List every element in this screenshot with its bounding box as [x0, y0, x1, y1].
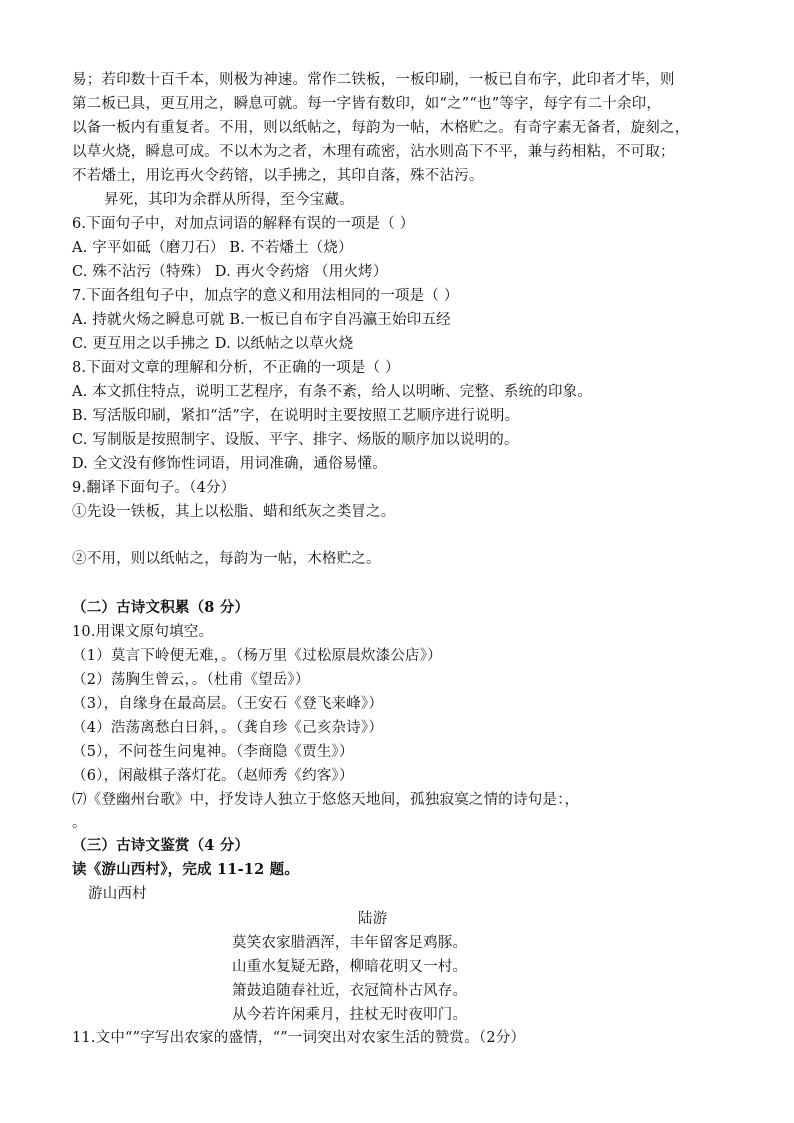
poem-line: 从今若许闲乘月，拄杖无时夜叩门。: [232, 1007, 468, 1023]
question-11-stem: 11.文中“”字写出农家的盛情，“”一词突出对农家生活的赞赏。（2分）: [72, 1030, 526, 1046]
passage-line: 以备一板内有重复者。不用，则以纸帖之，每韵为一帖，木格贮之。有奇字素无备者，旋刻之，: [72, 120, 690, 136]
fill-blank-item: （5），不问苍生问鬼神。（李商隐《贾生》）: [72, 744, 354, 760]
fill-blank-item: （4）浩荡离愁白日斜，。（龚自珍《己亥杂诗》）: [72, 720, 384, 736]
poem-line: 箫鼓追随春社近，衣冠简朴古风存。: [232, 983, 468, 999]
question-7-options-ab: A. 持就火炀之瞬息可就 B.一板已自布字自冯瀛王始印五经: [72, 312, 451, 328]
question-10-stem: 10.用课文原句填空。: [72, 624, 214, 640]
question-6-stem: 6.下面句子中，对加点词语的解释有误的一项是（ ）: [72, 216, 415, 232]
section-3-instruction: 读《游山西村》，完成 11-12 题。: [72, 861, 300, 878]
fill-blank-item: （2）荡胸生曾云，。（杜甫《望岳》）: [72, 672, 310, 688]
passage-line: 以草火烧，瞬息可成。不以木为之者，木理有疏密，沾水则高下不平，兼与药相粘，不可取；: [72, 144, 675, 160]
question-8-stem: 8.下面对文章的理解和分析，不正确的一项是（ ）: [72, 360, 400, 376]
poem-title: 游山西村: [88, 886, 147, 902]
question-6-options-ab: A. 字平如砥（磨刀石） B. 不若燔土（烧）: [72, 240, 353, 256]
passage-line: 第二板已具，更互用之，瞬息可就。每一字皆有数印，如“之”“也”等字，每字有二十余印，: [72, 96, 662, 112]
passage-line: 不若燔土，用讫再火令药镕，以手拂之，其印自落，殊不沾污。: [72, 168, 484, 184]
passage-line: 昇死，其印为余群从所得，至今宝藏。: [104, 192, 354, 208]
question-7-stem: 7.下面各组句子中，加点字的意义和用法相同的一项是（ ）: [72, 288, 459, 304]
fill-blank-item-7: ⑺《登幽州台歌》中，抒发诗人独立于悠悠天地间，孤独寂寞之情的诗句是：，: [72, 792, 580, 808]
fill-blank-item: （1）莫言下岭便无难，。（杨万里《过松原晨炊漆公店》）: [72, 648, 442, 664]
question-9-sentence-2: ②不用，则以纸帖之，每韵为一帖，木格贮之。: [72, 551, 381, 567]
question-9-sentence-1: ①先设一铁板，其上以松脂、蜡和纸灰之类冒之。: [72, 504, 396, 520]
fill-blank-item: （6），闲敲棋子落灯花。（赵师秀《约客》）: [72, 768, 354, 784]
question-8-option-a: A. 本文抓住特点，说明工艺程序，有条不紊，给人以明晰、完整、系统的印象。: [72, 384, 593, 400]
section-2-heading: （二）古诗文积累（8 分）: [72, 599, 250, 616]
poem-line: 山重水复疑无路，柳暗花明又一村。: [232, 959, 468, 975]
question-6-options-cd: C. 殊不沾污（特殊） D. 再火令药熔 （用火烤）: [72, 264, 388, 280]
question-8-option-d: D. 全文没有修饰性词语，用词准确，通俗易懂。: [72, 456, 387, 472]
fill-blank-item-7-end: 。: [72, 815, 87, 831]
poem-author: 陆游: [358, 911, 388, 927]
poem-line: 莫笑农家腊酒浑，丰年留客足鸡豚。: [232, 935, 468, 951]
fill-blank-item: （3），自缘身在最高层。（王安石《登飞来峰》）: [72, 696, 384, 712]
question-8-option-c: C. 写制版是按照制字、设版、平字、排字、炀版的顺序加以说明的。: [72, 432, 519, 448]
passage-line: 易；若印数十百千本，则极为神速。常作二铁板，一板印刷，一板已自布字，此印者才毕，则: [72, 72, 675, 88]
question-7-options-cd: C. 更互用之以手拂之 D. 以纸帖之以草火烧: [72, 336, 354, 352]
section-3-heading: （三）古诗文鉴赏（4 分）: [72, 837, 250, 854]
question-8-option-b: B. 写活版印刷，紧扣“活”字，在说明时主要按照工艺顺序进行说明。: [72, 408, 520, 424]
question-9-stem: 9.翻译下面句子。（4分）: [72, 480, 236, 496]
